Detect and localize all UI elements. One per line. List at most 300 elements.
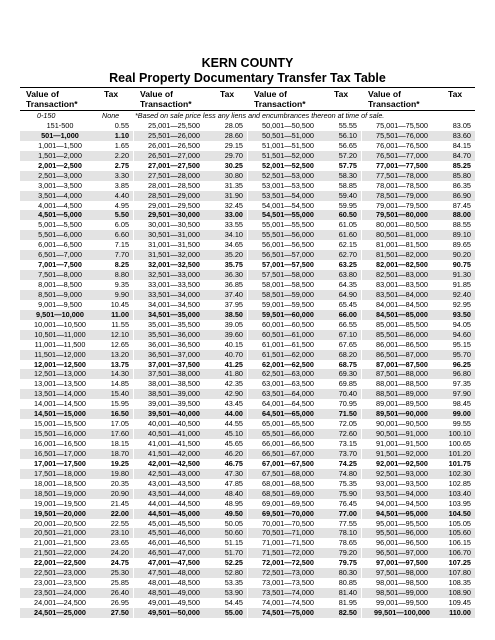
value-range: 60,501—61,000 xyxy=(262,329,314,339)
tax-amount: 108.35 xyxy=(448,578,471,588)
value-range: 22,501—23,000 xyxy=(34,568,86,578)
table-row xyxy=(20,449,133,459)
footnote: *Based on sale price less any liens and encumbrances thereon at time of sale. xyxy=(135,111,385,120)
value-header-label: Value of xyxy=(254,89,287,99)
table-row xyxy=(248,121,361,131)
tax-amount: 84.70 xyxy=(452,150,471,160)
value-range: 98,501—99,000 xyxy=(376,588,428,598)
tax-amount: 80.30 xyxy=(338,568,357,578)
value-range: 21,501—22,000 xyxy=(34,548,86,558)
tax-amount: 50.05 xyxy=(224,518,243,528)
tax-amount: 52.80 xyxy=(224,568,243,578)
table-row xyxy=(20,161,133,171)
table-row xyxy=(134,548,247,558)
table-row xyxy=(20,171,133,181)
tax-amount: 81.95 xyxy=(338,598,357,607)
value-range: 11,001—11,500 xyxy=(34,339,86,349)
tax-amount: 65.45 xyxy=(338,299,357,309)
table-row xyxy=(248,528,361,538)
table-row xyxy=(20,588,133,598)
tax-amount: 26.40 xyxy=(110,588,129,598)
value-range: 30,501—31,000 xyxy=(148,230,200,240)
value-range: 88,001—88,500 xyxy=(376,379,428,389)
table-row xyxy=(20,230,133,240)
value-range: 42,501—43,000 xyxy=(148,468,200,478)
tax-amount: 20.35 xyxy=(110,478,129,488)
tax-amount: 33.00 xyxy=(224,210,243,220)
table-row xyxy=(362,270,475,280)
table-row xyxy=(248,181,361,191)
value-range: 3,001—3,500 xyxy=(38,180,82,190)
tax-amount: 45.65 xyxy=(224,439,243,448)
value-range: 31,001—31,500 xyxy=(148,240,200,250)
table-row xyxy=(248,260,361,270)
value-range: 66,001—66,500 xyxy=(262,439,314,448)
value-range: 43,501—44,000 xyxy=(148,488,200,498)
value-range: 42,001—42,500 xyxy=(148,458,200,468)
value-range: 96,001—96,500 xyxy=(376,538,428,548)
table-row xyxy=(134,389,247,399)
value-range: 36,501—37,000 xyxy=(148,349,200,359)
value-range: 87,501—88,000 xyxy=(376,369,428,379)
tax-amount: 41.80 xyxy=(224,369,243,379)
table-row xyxy=(134,459,247,469)
tax-amount: 30.80 xyxy=(224,170,243,180)
tax-amount: 24.75 xyxy=(110,558,129,568)
tax-amount: 54.45 xyxy=(224,598,243,607)
value-range: 97,501—98,000 xyxy=(376,568,428,578)
tax-amount: 105.05 xyxy=(448,518,471,528)
value-range: 55,001—55,500 xyxy=(262,220,314,230)
tax-amount: 102.85 xyxy=(448,478,471,488)
value-range: 47,001—47,500 xyxy=(148,558,200,568)
value-range: 27,501—28,000 xyxy=(148,170,200,180)
first-row-tax: None xyxy=(102,111,120,120)
tax-amount: 31.35 xyxy=(224,180,243,190)
value-range: 80,001—80,500 xyxy=(376,220,428,230)
table-row xyxy=(20,320,133,330)
table-row xyxy=(134,350,247,360)
value-range: 1,501—2,000 xyxy=(38,150,82,160)
table-row xyxy=(248,548,361,558)
value-range: 46,501—47,000 xyxy=(148,548,200,558)
tax-amount: 47.85 xyxy=(224,478,243,488)
tax-amount: 67.65 xyxy=(338,339,357,349)
value-range: 67,001—67,500 xyxy=(262,458,314,468)
table-row xyxy=(248,538,361,548)
table-row xyxy=(248,330,361,340)
tax-amount: 22.55 xyxy=(110,518,129,528)
value-range: 74,001—74,500 xyxy=(262,598,314,607)
value-range: 52,501—53,000 xyxy=(262,170,314,180)
tax-amount: 58.30 xyxy=(338,170,357,180)
table-row xyxy=(362,290,475,300)
tax-amount: 108.90 xyxy=(448,588,471,598)
table-row xyxy=(134,519,247,529)
value-range: 63,501—64,000 xyxy=(262,389,314,399)
tax-amount: 42.35 xyxy=(224,379,243,389)
table-row xyxy=(248,419,361,429)
value-range: 15,501—16,000 xyxy=(34,429,86,439)
value-range: 55,501—56,000 xyxy=(262,230,314,240)
tax-amount: 16.50 xyxy=(110,409,129,419)
table-row xyxy=(248,191,361,201)
tax-amount: 85.25 xyxy=(452,160,471,170)
value-range: 1,001—1,500 xyxy=(38,140,82,150)
table-row xyxy=(134,191,247,201)
tax-amount: 87.45 xyxy=(452,200,471,210)
value-range: 151-500 xyxy=(46,121,74,130)
table-row xyxy=(362,161,475,171)
tax-amount: 62.70 xyxy=(338,250,357,260)
table-row xyxy=(248,270,361,280)
tax-amount: 37.95 xyxy=(224,299,243,309)
table-row xyxy=(362,220,475,230)
table-row xyxy=(248,340,361,350)
value-range: 33,501—34,000 xyxy=(148,289,200,299)
tax-amount: 107.80 xyxy=(448,568,471,578)
table-row xyxy=(134,449,247,459)
tax-amount: 19.80 xyxy=(110,468,129,478)
tax-amount: 50.60 xyxy=(224,528,243,538)
tax-amount: 17.60 xyxy=(110,429,129,439)
table-row xyxy=(20,280,133,290)
tax-amount: 23.65 xyxy=(110,538,129,548)
value-range: 78,501—79,000 xyxy=(376,190,428,200)
value-range: 16,001—16,500 xyxy=(34,439,86,448)
value-range: 96,501—97,000 xyxy=(376,548,428,558)
tax-amount: 91.30 xyxy=(452,270,471,280)
table-row xyxy=(362,528,475,538)
table-row xyxy=(134,419,247,429)
value-range: 71,001—71,500 xyxy=(262,538,314,548)
table-column-4 xyxy=(362,121,475,618)
value-range: 25,501—26,000 xyxy=(148,130,200,140)
tax-amount: 83.05 xyxy=(452,121,471,130)
value-range: 8,501—9,000 xyxy=(38,289,82,299)
table-row xyxy=(134,210,247,220)
value-range: 77,501—78,000 xyxy=(376,170,428,180)
table-row xyxy=(134,240,247,250)
tax-amount: 48.95 xyxy=(224,498,243,508)
value-range: 91,501—92,000 xyxy=(376,448,428,458)
tax-amount: 82.50 xyxy=(338,607,357,617)
tax-amount: 15.95 xyxy=(110,399,129,409)
tax-amount: 78.10 xyxy=(338,528,357,538)
tax-amount: 36.85 xyxy=(224,280,243,289)
value-range: 70,001—70,500 xyxy=(262,518,314,528)
tax-amount: 7.70 xyxy=(114,250,129,260)
value-range: 501—1,000 xyxy=(41,130,79,140)
value-range: 13,001—13,500 xyxy=(34,379,86,389)
tax-amount: 56.10 xyxy=(338,130,357,140)
table-row xyxy=(248,360,361,370)
table-row xyxy=(134,161,247,171)
value-range: 50,501—51,000 xyxy=(262,130,314,140)
value-header-label: Value of xyxy=(26,89,59,99)
table-row xyxy=(362,588,475,598)
value-range: 68,001—68,500 xyxy=(262,478,314,488)
tax-amount: 24.20 xyxy=(110,548,129,558)
table-row xyxy=(248,379,361,389)
table-row xyxy=(134,340,247,350)
tax-amount: 53.90 xyxy=(224,588,243,598)
table-row xyxy=(362,191,475,201)
tax-amount: 53.35 xyxy=(224,578,243,588)
tax-amount: 70.40 xyxy=(338,389,357,399)
table-row xyxy=(248,409,361,419)
tax-amount: 97.35 xyxy=(452,379,471,389)
table-row xyxy=(20,459,133,469)
value-range: 93,501—94,000 xyxy=(376,488,428,498)
value-range: 80,501—81,000 xyxy=(376,230,428,240)
tax-amount: 4.40 xyxy=(114,190,129,200)
tax-amount: 31.90 xyxy=(224,190,243,200)
tax-amount: 37.40 xyxy=(224,289,243,299)
table-row xyxy=(362,538,475,548)
table-row xyxy=(134,121,247,131)
tax-amount: 72.05 xyxy=(338,419,357,429)
tax-amount: 88.55 xyxy=(452,220,471,230)
table-row xyxy=(20,598,133,608)
value-range: 24,001—24,500 xyxy=(34,598,86,607)
table-row xyxy=(20,419,133,429)
tax-amount: 94.05 xyxy=(452,319,471,329)
table-row xyxy=(248,300,361,310)
tax-amount: 77.55 xyxy=(338,518,357,528)
tax-amount: 52.25 xyxy=(224,558,243,568)
tax-amount: 55.00 xyxy=(224,607,243,617)
tax-amount: 64.35 xyxy=(338,280,357,289)
table-row xyxy=(20,519,133,529)
tax-amount: 91.85 xyxy=(452,280,471,289)
table-row xyxy=(134,280,247,290)
tax-amount: 46.20 xyxy=(224,448,243,458)
table-row xyxy=(20,499,133,509)
tax-amount: 100.10 xyxy=(448,429,471,439)
tax-amount: 86.90 xyxy=(452,190,471,200)
table-row xyxy=(134,250,247,260)
table-row xyxy=(362,608,475,618)
table-row xyxy=(20,191,133,201)
value-range: 51,001—51,500 xyxy=(262,140,314,150)
table-row xyxy=(362,439,475,449)
tax-amount: 20.90 xyxy=(110,488,129,498)
table-row xyxy=(134,270,247,280)
table-row xyxy=(248,519,361,529)
tax-header-label: Tax xyxy=(220,89,235,99)
value-range: 32,501—33,000 xyxy=(148,270,200,280)
value-range: 72,501—73,000 xyxy=(262,568,314,578)
value-range: 50,001—50,500 xyxy=(262,121,314,130)
table-row xyxy=(362,449,475,459)
table-row xyxy=(362,558,475,568)
tax-amount: 98.45 xyxy=(452,399,471,409)
table-row xyxy=(362,121,475,131)
value-range: 45,001—45,500 xyxy=(148,518,200,528)
table-row xyxy=(362,509,475,519)
value-header-sublabel: Transaction* xyxy=(254,99,306,109)
value-range: 61,001—61,500 xyxy=(262,339,314,349)
tax-amount: 25.85 xyxy=(110,578,129,588)
value-range: 64,001—64,500 xyxy=(262,399,314,409)
value-range: 44,001—44,500 xyxy=(148,498,200,508)
tax-amount: 12.65 xyxy=(110,339,129,349)
tax-amount: 45.10 xyxy=(224,429,243,439)
tax-amount: 3.30 xyxy=(114,170,129,180)
table-row xyxy=(134,469,247,479)
table-row xyxy=(134,220,247,230)
tax-amount: 29.70 xyxy=(224,150,243,160)
value-range: 65,001—65,500 xyxy=(262,419,314,429)
value-range: 70,501—71,000 xyxy=(262,528,314,538)
tax-amount: 59.95 xyxy=(338,200,357,210)
tax-amount: 19.25 xyxy=(110,458,129,468)
table-row xyxy=(362,240,475,250)
value-range: 82,001—82,500 xyxy=(376,260,428,270)
table-row xyxy=(20,240,133,250)
tax-amount: 46.75 xyxy=(224,458,243,468)
table-row xyxy=(20,290,133,300)
value-range: 24,501—25,000 xyxy=(34,607,86,617)
table-row xyxy=(362,320,475,330)
table-row xyxy=(134,290,247,300)
tax-amount: 28.05 xyxy=(224,121,243,130)
table-row xyxy=(362,419,475,429)
value-range: 36,001—36,500 xyxy=(148,339,200,349)
table-row xyxy=(362,399,475,409)
tax-amount: 55.55 xyxy=(338,121,357,130)
value-range: 69,501—70,000 xyxy=(262,508,314,518)
tax-amount: 43.45 xyxy=(224,399,243,409)
value-range: 14,501—15,000 xyxy=(34,409,86,419)
value-range: 28,501—29,000 xyxy=(148,190,200,200)
tax-amount: 97.90 xyxy=(452,389,471,399)
table-row xyxy=(362,598,475,608)
table-row xyxy=(20,340,133,350)
table-row xyxy=(248,201,361,211)
value-header-sublabel: Transaction* xyxy=(368,99,420,109)
tax-amount: 85.80 xyxy=(452,170,471,180)
value-header-label: Value of xyxy=(368,89,401,99)
tax-amount: 101.20 xyxy=(448,448,471,458)
value-range: 94,001—94,500 xyxy=(376,498,428,508)
tax-amount: 42.90 xyxy=(224,389,243,399)
table-row xyxy=(362,350,475,360)
value-range: 88,501—89,000 xyxy=(376,389,428,399)
tax-amount: 76.45 xyxy=(338,498,357,508)
value-range: 44,501—45,000 xyxy=(148,508,200,518)
tax-amount: 14.85 xyxy=(110,379,129,389)
table-row xyxy=(134,260,247,270)
tax-amount: 14.30 xyxy=(110,369,129,379)
table-row xyxy=(20,558,133,568)
tax-amount: 102.30 xyxy=(448,468,471,478)
table-row xyxy=(362,469,475,479)
value-range: 90,501—91,000 xyxy=(376,429,428,439)
table-row xyxy=(362,548,475,558)
table-row xyxy=(248,141,361,151)
tax-amount: 58.85 xyxy=(338,180,357,190)
table-row xyxy=(248,240,361,250)
table-row xyxy=(362,489,475,499)
tax-amount: 75.35 xyxy=(338,478,357,488)
table-row xyxy=(20,409,133,419)
value-range: 28,001—28,500 xyxy=(148,180,200,190)
table-row xyxy=(20,181,133,191)
table-row xyxy=(248,469,361,479)
tax-amount: 101.75 xyxy=(448,458,471,468)
value-range: 86,501—87,000 xyxy=(376,349,428,359)
value-range: 41,501—42,000 xyxy=(148,448,200,458)
value-range: 6,501—7,000 xyxy=(38,250,82,260)
tax-amount: 68.75 xyxy=(338,359,357,369)
value-range: 12,001—12,500 xyxy=(34,359,86,369)
value-range: 47,501—48,000 xyxy=(148,568,200,578)
table-row xyxy=(362,459,475,469)
value-range: 84,501—85,000 xyxy=(376,309,428,319)
table-row xyxy=(20,479,133,489)
value-range: 49,001—49,500 xyxy=(148,598,200,607)
tax-amount: 32.45 xyxy=(224,200,243,210)
tax-amount: 38.50 xyxy=(224,309,243,319)
tax-amount: 21.45 xyxy=(110,498,129,508)
table-row xyxy=(20,260,133,270)
table-row xyxy=(362,210,475,220)
table-row xyxy=(362,578,475,588)
value-range: 20,501—21,000 xyxy=(34,528,86,538)
tax-amount: 69.85 xyxy=(338,379,357,389)
table-row xyxy=(362,280,475,290)
tax-amount: 89.10 xyxy=(452,230,471,240)
tax-amount: 90.75 xyxy=(452,260,471,270)
value-range: 38,001—38,500 xyxy=(148,379,200,389)
table-row xyxy=(134,509,247,519)
table-row xyxy=(248,369,361,379)
value-range: 54,001—54,500 xyxy=(262,200,314,210)
table-row xyxy=(20,310,133,320)
tax-amount: 66.00 xyxy=(338,309,357,319)
tax-amount: 56.65 xyxy=(338,140,357,150)
tax-amount: 2.75 xyxy=(114,160,129,170)
value-range: 8,001—8,500 xyxy=(38,280,82,289)
county-title: KERN COUNTY xyxy=(201,56,294,70)
tax-amount: 41.25 xyxy=(224,359,243,369)
table-row xyxy=(134,489,247,499)
tax-amount: 61.60 xyxy=(338,230,357,240)
tax-amount: 9.35 xyxy=(114,280,129,289)
value-range: 99,001—99,500 xyxy=(376,598,428,607)
tax-amount: 106.15 xyxy=(448,538,471,548)
table-row xyxy=(362,369,475,379)
value-range: 13,501—14,000 xyxy=(34,389,86,399)
tax-amount: 23.10 xyxy=(110,528,129,538)
value-range: 72,001—72,500 xyxy=(262,558,314,568)
value-range: 57,001—57,500 xyxy=(262,260,314,270)
table-row xyxy=(248,568,361,578)
table-row xyxy=(248,598,361,608)
value-range: 4,501—5,000 xyxy=(38,210,82,220)
value-range: 95,001—95,500 xyxy=(376,518,428,528)
table-row xyxy=(248,151,361,161)
tax-amount: 83.60 xyxy=(452,130,471,140)
table-row xyxy=(134,181,247,191)
table-row xyxy=(248,429,361,439)
table-row xyxy=(362,260,475,270)
table-row xyxy=(248,588,361,598)
tax-amount: 8.80 xyxy=(114,270,129,280)
value-range: 18,501—19,000 xyxy=(34,488,86,498)
